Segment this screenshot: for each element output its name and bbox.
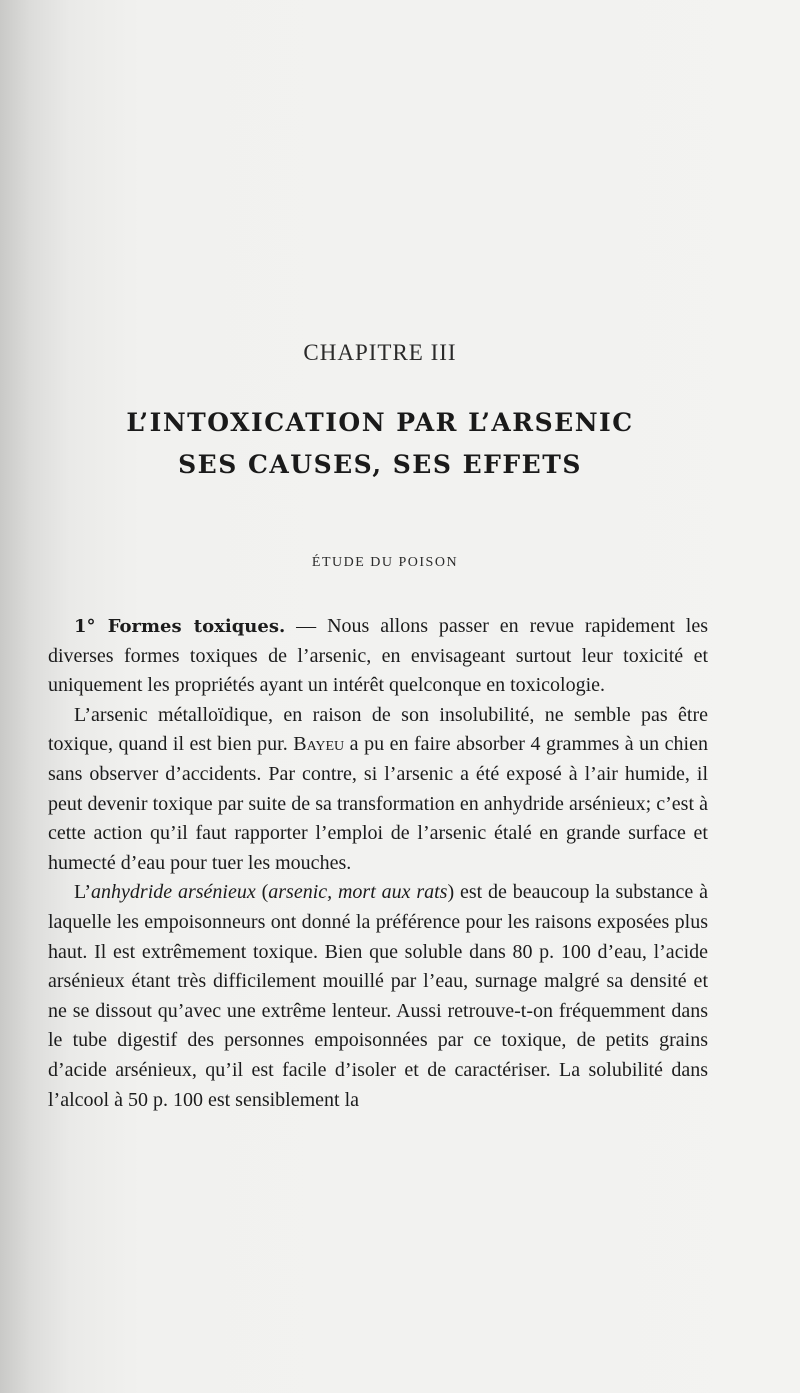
paragraph-text: ) est de beaucoup la substance à laquelle les empoisonneurs ont donné la préférence pour les raisons exposées plus haut. Il est extrêmement toxique. Bien que soluble dans 80 p. 100 d’eau, l’acide arsénieux étant très difficilement mouillé par l’eau, surnage malgré sa densité et ne se dissout qu’avec une extrême lenteur. Aussi retrouve-t-on fréquemment dans le tube digestif des personnes empoisonnées par ce toxique, de petits grains d’acide arsénieux, qu’il est facile d’isoler et de caractériser. La solubilité dans l’alcool à 50 p. 100 est sensiblement la bbox=[48, 881, 708, 1111]
italic-term: anhydride arsénieux bbox=[91, 881, 256, 904]
body-text bbox=[48, 612, 708, 1115]
paragraph-anhydride-arsenieux bbox=[48, 878, 708, 1115]
paragraph-text: — Nous allons passer en revue rapidement les diverses formes toxiques de l’arsenic, en envisageant surtout leur toxicité et uniquement les propriétés ayant un intérêt quelconque en toxicologie. bbox=[48, 615, 709, 697]
paragraph-text: a pu en faire absorber 4 grammes à un chien sans observer d’accidents. Par contre, si l’arsenic a été exposé à l’air humide, il peut devenir toxique par suite de sa transformation en anhydride arsénieux; c’est à cette action qu’il faut rapporter l’emploi de l’arsenic étalé en grande surface et humecté d’eau pour tuer les mouches. bbox=[48, 733, 708, 874]
author-name: Bayeu bbox=[293, 733, 345, 756]
paragraph-formes-toxiques bbox=[48, 612, 708, 701]
paragraph-text: L’arsenic métalloïdique, en raison de son insolubilité, ne semble pas être toxique, quand il est bien pur. bbox=[48, 703, 708, 756]
paragraph-lead-heading: 1° Formes toxiques. bbox=[74, 616, 286, 637]
paragraph-text: ( bbox=[255, 881, 269, 904]
chapter-title-line-2: SES CAUSES, SES EFFETS bbox=[178, 450, 582, 479]
italic-term: arsenic, mort aux rats bbox=[268, 881, 448, 904]
section-heading: ÉTUDE DU POISON bbox=[311, 555, 459, 570]
paragraph-arsenic-metalloidique bbox=[48, 701, 708, 879]
paragraph-text: L’ bbox=[74, 881, 92, 904]
chapter-label: CHAPITRE III bbox=[303, 340, 457, 365]
chapter-title-line-1: L’INTOXICATION PAR L’ARSENIC bbox=[126, 408, 634, 437]
